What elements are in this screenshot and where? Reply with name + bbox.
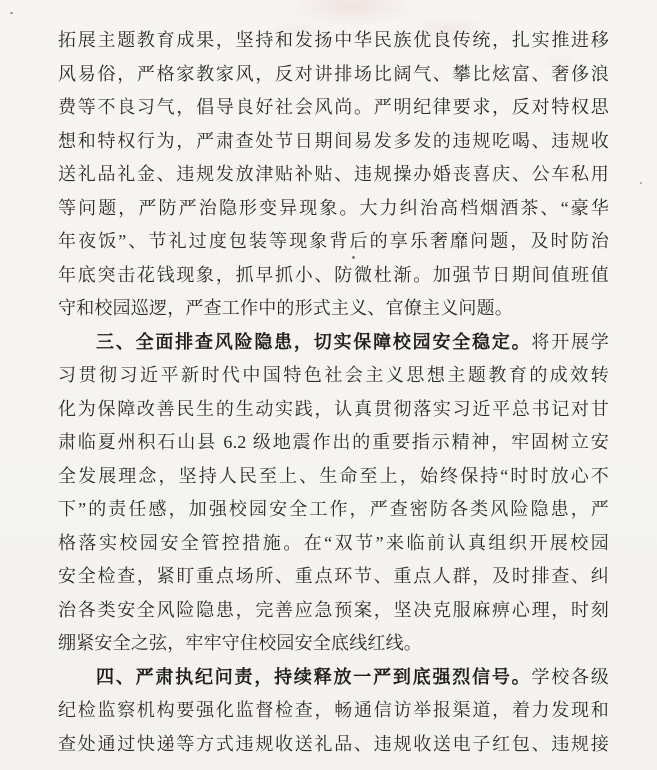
scan-speck (640, 182, 642, 184)
text-line (58, 493, 609, 527)
line-text: 等问题，严防严治隐形变异现象。大力纠治高档烟酒茶、“豪华 (58, 197, 609, 218)
line-text: 全发展理念，坚持人民至上、生命至上，始终保持“时时放心不 (58, 465, 609, 486)
scan-speck (10, 12, 13, 14)
line-text: 费等不良习气，倡导良好社会风尚。严明纪律要求，反对特权思 (58, 97, 609, 117)
text-line (58, 560, 609, 594)
text-line (58, 259, 609, 293)
line-text: 守和校园巡逻，严查工作中的形式主义、官僚主义问题。 (58, 298, 513, 318)
text-line (58, 91, 609, 125)
text-line (58, 225, 609, 259)
text-line (58, 694, 609, 728)
line-text: 化为保障改善民生的生动实践，认真贯彻落实习近平总书记对甘 (58, 398, 609, 419)
text-line (58, 359, 609, 393)
line-text: 纪检监察机构要强化监督检查，畅通信访举报渠道，着力发现和 (58, 700, 609, 720)
line-text: 年夜饭”、节礼过度包装等现象背后的享乐奢靡问题，及时防治 (58, 231, 609, 251)
text-line (58, 426, 609, 460)
text-line (58, 527, 609, 561)
paragraph-end-line (58, 292, 609, 326)
line-text: 想和特权行为，严肃查处节日期间易发多发的违规吃喝、违规收 (58, 130, 609, 151)
line-text: 肃临夏州积石山县 6.2 级地震作出的重要指示精神，牢固树立安 (58, 432, 609, 452)
line-text: 治各类安全风险隐患，完善应急预案，坚决克服麻痹心理，时刻 (58, 599, 609, 620)
paragraph-end-line (58, 627, 609, 661)
text-line (58, 58, 609, 92)
line-text: 学校各级 (531, 666, 609, 687)
text-line (58, 125, 609, 159)
text-line (58, 728, 609, 762)
line-text: 年底突击花钱现象，抓早抓小、防微杜渐。加强节日期间值班值 (58, 264, 609, 285)
text-line (58, 192, 609, 226)
line-text: 查处通过快递等方式违规收送礼品、违规收送电子红包、违规接 (58, 733, 609, 754)
line-text: 习贯彻习近平新时代中国特色社会主义思想主题教育的成效转 (58, 365, 609, 385)
line-text: 安全检查，紧盯重点场所、重点环节、重点人群，及时排查、纠 (58, 566, 609, 586)
line-text: 风易俗，严格家教家风，反对讲排场比阔气、攀比炫富、奢侈浪 (58, 63, 609, 84)
text-line (58, 393, 609, 427)
text-line (58, 594, 609, 628)
text-line (58, 460, 609, 494)
heading-bold-text: 四、严肃执纪问责，持续释放一严到底强烈信号。 (96, 666, 532, 687)
line-text: 送礼品礼金、违规发放津贴补贴、违规操办婚丧喜庆、公车私用 (58, 164, 609, 184)
text-line (58, 158, 609, 192)
section-heading-3 (58, 326, 609, 360)
section-heading-4 (58, 661, 609, 695)
document-body (58, 24, 609, 761)
line-text: 格落实校园安全管控措施。在“双节”来临前认真组织开展校园 (58, 532, 609, 553)
line-text: 将开展学 (531, 331, 609, 352)
heading-bold-text: 三、全面排查风险隐患，切实保障校园安全稳定。 (96, 331, 532, 352)
line-text: 下”的责任感，加强校园安全工作，严查密防各类风险隐患，严 (58, 499, 609, 519)
line-text: 拓展主题教育成果，坚持和发扬中华民族优良传统，扎实推进移 (58, 30, 609, 50)
text-line (58, 24, 609, 58)
line-text: 绷紧安全之弦，牢牢守住校园安全底线红线。 (58, 633, 422, 653)
